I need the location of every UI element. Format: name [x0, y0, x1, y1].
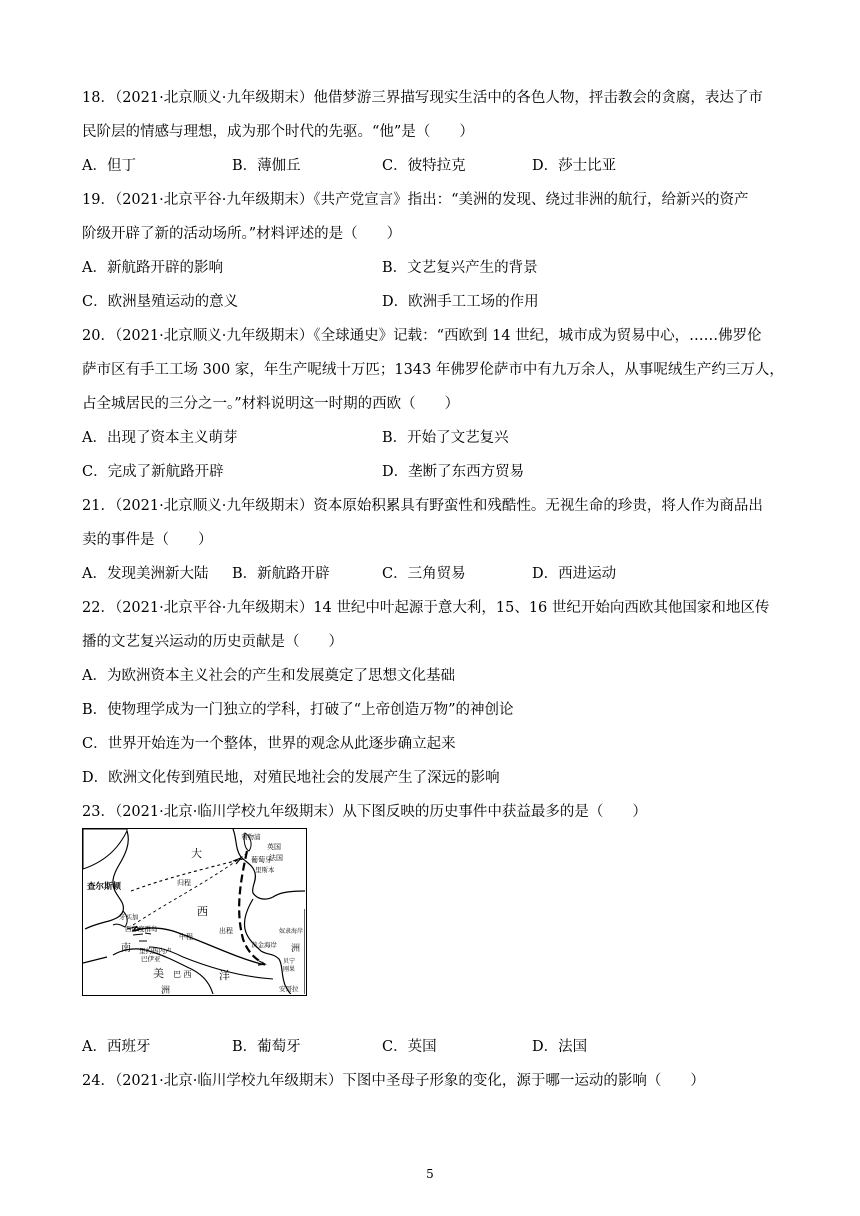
option-a[interactable]: A．为欧洲资本主义社会的产生和发展奠定了思想文化基础 — [82, 668, 455, 684]
label-charleston: 查尔斯顿 — [87, 882, 122, 892]
label-bahia: 巴伊亚 — [141, 955, 161, 963]
option-d[interactable]: D．西进运动 — [532, 566, 617, 582]
option-d[interactable]: D．垄断了东西方贸易 — [382, 464, 525, 480]
label-portugal: 葡萄牙 — [251, 856, 272, 864]
label-angola: 安哥拉 — [279, 985, 299, 993]
label-brazil: 巴 西 — [173, 970, 192, 979]
map-graphic — [83, 829, 305, 994]
label-africa: 洲 — [291, 944, 301, 954]
label-france: 法国 — [269, 854, 283, 862]
label-xi: 西 — [197, 905, 208, 918]
option-b[interactable]: B．薄伽丘 — [232, 158, 301, 174]
question-18-line-2: 民阶层的情感与理想，成为那个时代的先驱。“他”是（ ） — [82, 124, 474, 140]
label-mei: 美 — [153, 967, 164, 980]
label-slave-coast: 奴隶海岸 — [279, 928, 304, 935]
page-number: 5 — [426, 1167, 434, 1181]
option-c[interactable]: C．欧洲垦殖运动的意义 — [82, 294, 239, 310]
option-c[interactable]: C．英国 — [382, 1039, 437, 1055]
question-20-line-3: 占全城居民的三分之一。”材料说明这一时期的西欧（ ） — [82, 396, 460, 412]
question-22-line-1: 22．（2021·北京平谷·九年级期末）14 世纪中叶起源于意大利，15、16 世纪开始向西欧其他国家和地区传 — [82, 600, 770, 616]
option-c[interactable]: C．三角贸易 — [382, 566, 466, 582]
option-b[interactable]: B．使物理学成为一门独立的学科，打破了“上帝创造万物”的神创论 — [82, 702, 514, 718]
option-a[interactable]: A．西班牙 — [82, 1039, 151, 1055]
label-congo: 刚果 — [283, 966, 296, 973]
label-nan: 南 — [121, 943, 131, 954]
question-22-line-2: 播的文艺复兴运动的历史贡献是（ ） — [82, 634, 343, 650]
label-britain: 英国 — [267, 843, 281, 851]
option-b[interactable]: B．开始了文艺复兴 — [382, 430, 509, 446]
option-a[interactable]: A．发现美洲新大陆 — [82, 566, 209, 582]
label-benin: 贝宁 — [283, 958, 296, 965]
option-a[interactable]: A．但丁 — [82, 158, 136, 174]
label-gold-coast: 黄金海岸 — [251, 941, 277, 949]
question-21-line-2: 卖的事件是（ ） — [82, 532, 213, 548]
option-a[interactable]: A．出现了资本主义萌芽 — [82, 430, 238, 446]
label-west-indies: 西印度群岛 — [125, 925, 158, 933]
question-18-line-1: 18．（2021·北京顺义·九年级期末）他借梦游三界描写现实生活中的各色人物，抨击教会的贪腐，表达了市 — [82, 90, 763, 106]
label-zhou: 洲 — [161, 986, 171, 994]
option-c[interactable]: C．完成了新航路开辟 — [82, 464, 224, 480]
option-b[interactable]: B．葡萄牙 — [232, 1039, 301, 1055]
label-da: 大 — [191, 847, 202, 860]
question-23-line-1: 23．（2021·北京·临川学校九年级期末）从下图反映的历史事件中获益最多的是（ ） — [82, 804, 647, 820]
option-d[interactable]: D．法国 — [532, 1039, 588, 1055]
option-b[interactable]: B．新航路开辟 — [232, 566, 330, 582]
question-24-line-1: 24．（2021·北京·临川学校九年级期末）下图中圣母子形象的变化，源于哪一运动的影响（ ） — [82, 1073, 705, 1089]
label-yang: 洋 — [219, 969, 230, 982]
option-d[interactable]: D．莎士比亚 — [532, 158, 617, 174]
option-d[interactable]: D．欧洲手工工场的作用 — [382, 294, 539, 310]
label-jamaica: 牙买加 — [119, 913, 139, 921]
question-20-line-1: 20．（2021·北京顺义·九年级期末）《全球通史》记载：“西欧到 14 世纪，城市成为贸易中心，……佛罗伦 — [82, 328, 762, 344]
label-lisbon: 里斯本 — [255, 866, 275, 874]
label-rio: 里约热内卢 — [139, 947, 172, 955]
question-19-line-1: 19．（2021·北京平谷·九年级期末）《共产党宣言》指出：“美洲的发现、绕过非洲的航行，给新兴的资产 — [82, 192, 749, 208]
question-19-line-2: 阶级开辟了新的活动场所。”材料评述的是（ ） — [82, 226, 402, 242]
label-middle-passage: 中程 — [179, 933, 193, 941]
option-c[interactable]: C．彼特拉克 — [382, 158, 466, 174]
option-d[interactable]: D．欧洲文化传到殖民地，对殖民地社会的发展产生了深远的影响 — [82, 770, 500, 786]
option-c[interactable]: C．世界开始连为一个整体，世界的观念从此逐步确立起来 — [82, 736, 456, 752]
label-outbound: 出程 — [219, 927, 233, 935]
question-20-line-2: 萨市区有手工工场 300 家，年生产呢绒十万匹；1343 年佛罗伦萨市中有九万余人，从事呢绒生产约三万人， — [82, 362, 784, 378]
label-liverpool: 利物浦 — [241, 833, 261, 841]
return-route-2 — [133, 853, 247, 925]
question-21-line-1: 21．（2021·北京顺义·九年级期末）资本原始积累具有野蛮性和残酷性。无视生命的珍贵，将人作为商品出 — [82, 498, 763, 514]
label-return: 归程 — [177, 879, 191, 887]
option-b[interactable]: B．文艺复兴产生的背景 — [382, 260, 538, 276]
option-a[interactable]: A．新航路开辟的影响 — [82, 260, 223, 276]
triangle-trade-map — [82, 828, 307, 996]
